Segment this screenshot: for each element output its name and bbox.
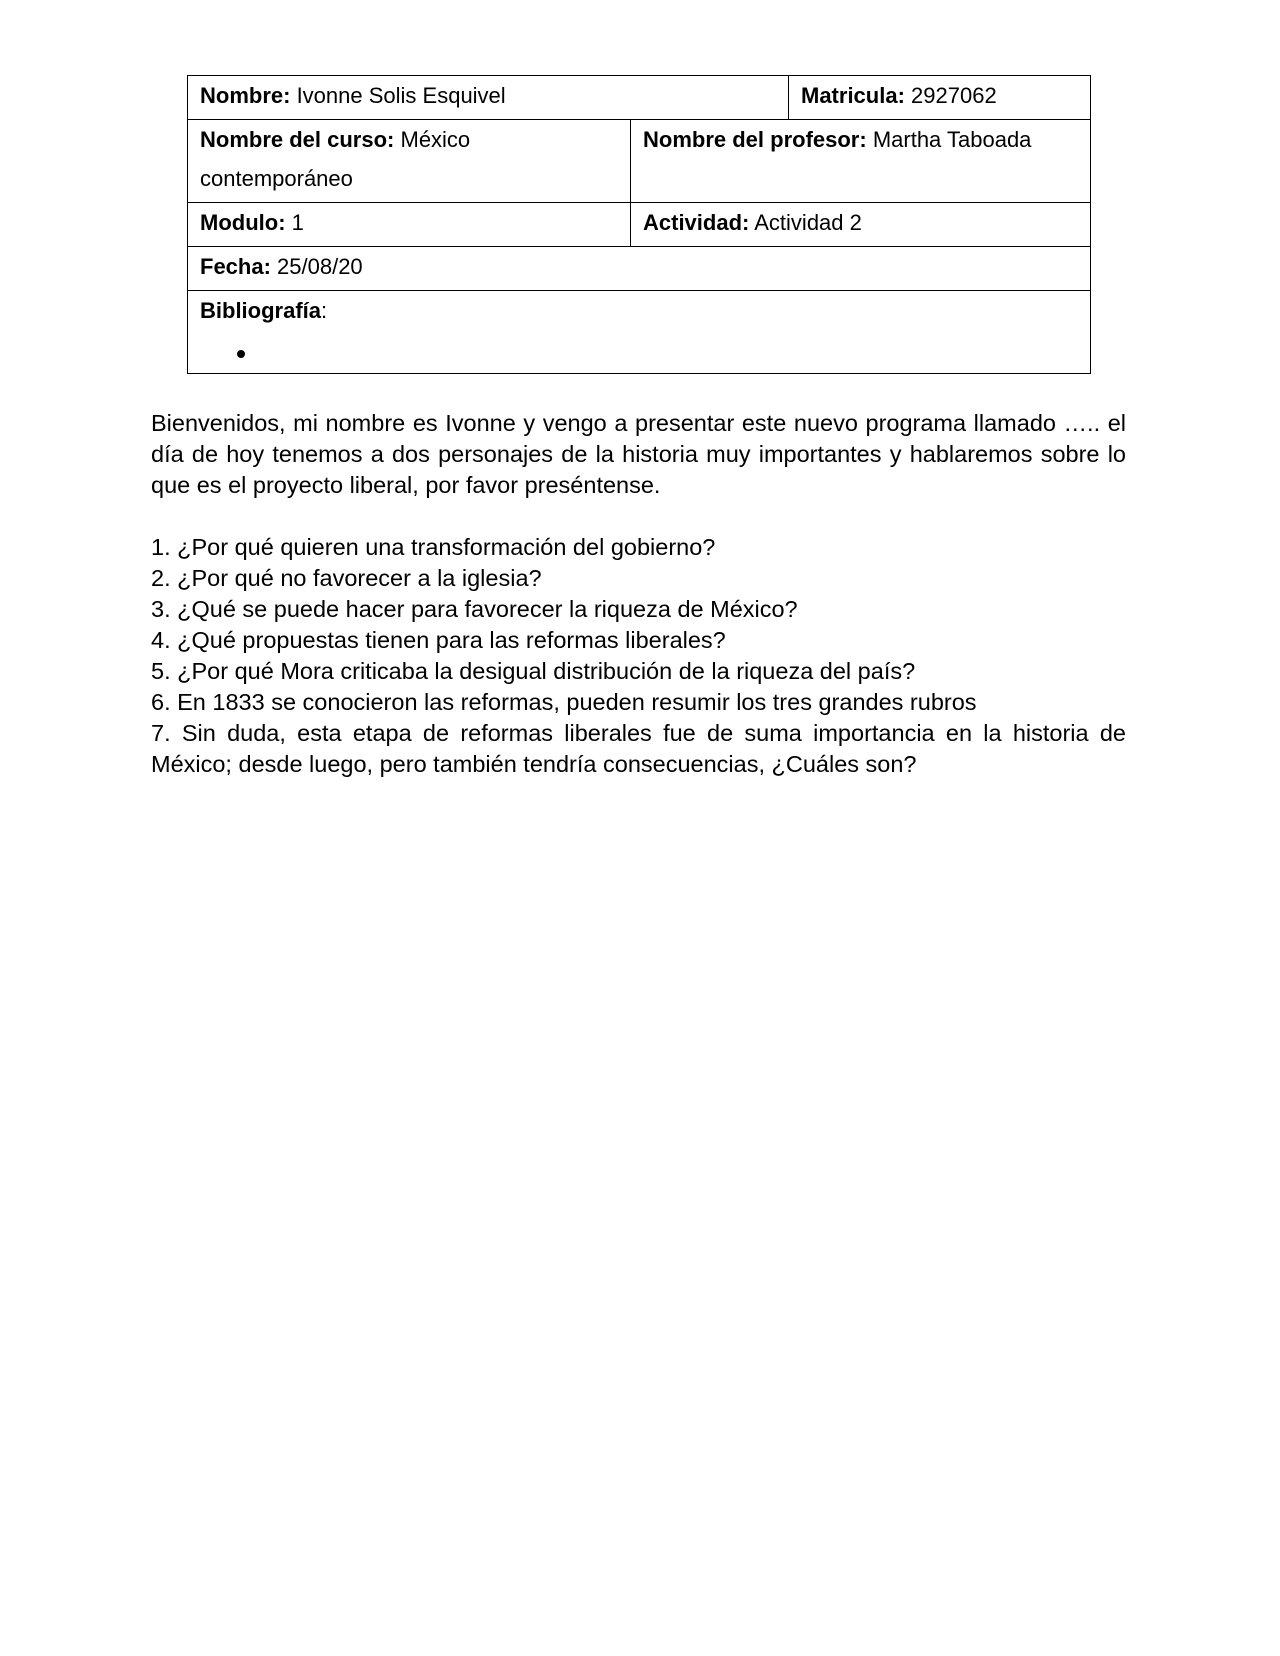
document-body [151,408,1126,780]
actividad-cell [631,203,1091,247]
bibliografia-cell [188,291,1091,374]
nombre-value: Ivonne Solis Esquivel [290,83,506,108]
table-row [188,291,1091,374]
profesor-value: Martha Taboada [866,127,1032,152]
table-row [188,76,1091,120]
list-item: 1. ¿Por qué quieren una transformación del gobierno? [151,534,716,560]
nombre-label: Nombre: [200,83,291,108]
intro-paragraph: Bienvenidos, mi nombre es Ivonne y vengo a presentar este nuevo programa llamado ….. el día de hoy tenemos a dos personajes de la historia muy importantes y hablaremos sobre lo que es el proyecto liberal, por favor preséntense. [151,410,1126,498]
fecha-cell [188,247,1091,291]
fecha-value: 25/08/20 [270,254,363,279]
bibliografia-label: Bibliografía [200,298,322,323]
list-item: 3. ¿Qué se puede hacer para favorecer la riqueza de México? [151,596,798,622]
matricula-cell [789,76,1091,120]
curso-label: Nombre del curso: [200,127,395,152]
bibliografia-colon: : [321,298,328,323]
student-info-table [187,75,1091,374]
modulo-cell [188,203,631,247]
profesor-label: Nombre del profesor: [643,127,867,152]
table-row [188,203,1091,247]
modulo-label: Modulo: [200,210,286,235]
modulo-value: 1 [285,210,304,235]
list-item: 2. ¿Por qué no favorecer a la iglesia? [151,565,542,591]
bibliography-bullet-icon [237,350,245,358]
actividad-label: Actividad: [643,210,750,235]
fecha-label: Fecha: [200,254,271,279]
list-item: 5. ¿Por qué Mora criticaba la desigual distribución de la riqueza del país? [151,658,916,684]
list-item: 6. En 1833 se conocieron las reformas, pueden resumir los tres grandes rubros [151,689,977,715]
list-item: 7. Sin duda, esta etapa de reformas liberales fue de suma importancia en la historia de México; desde luego, pero también tendría consecuencias, ¿Cuáles son? [151,720,1126,777]
table-row [188,120,1091,203]
curso-cell [188,120,631,203]
nombre-cell [188,76,789,120]
curso-value: México contemporáneo [200,127,471,191]
table-row [188,247,1091,291]
matricula-label: Matricula: [801,83,905,108]
profesor-cell [631,120,1091,203]
questions-list [151,532,1126,780]
matricula-value: 2927062 [904,83,997,108]
actividad-value: Actividad 2 [749,210,862,235]
list-item: 4. ¿Qué propuestas tienen para las reformas liberales? [151,627,726,653]
